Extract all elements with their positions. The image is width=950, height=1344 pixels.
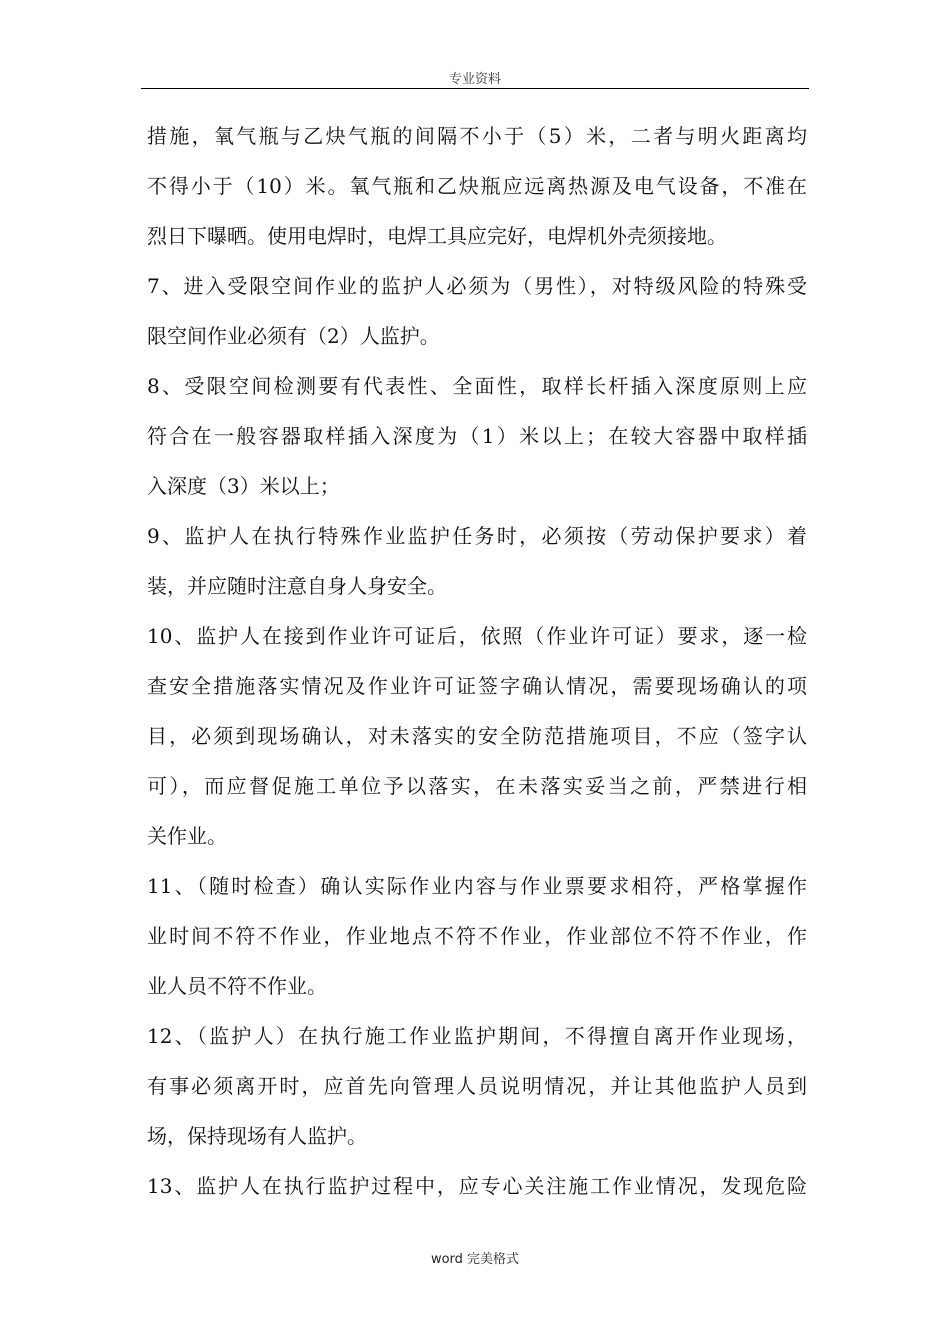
- paragraph-item-10: [147, 611, 807, 861]
- text-line: 场，保持现场有人监护。: [147, 1124, 367, 1148]
- text-line: 查安全措施落实情况及作业许可证签字确认情况，需要现场确认的项: [147, 674, 807, 698]
- paragraph-item-11: [147, 861, 807, 1011]
- text-line: 业时间不符不作业，作业地点不符不作业，作业部位不符不作业，作: [147, 924, 807, 948]
- text-line: 9、监护人在执行特殊作业监护任务时，必须按（劳动保护要求）着: [147, 524, 807, 548]
- text-line: 10、监护人在接到作业许可证后，依照（作业许可证）要求，逐一检: [147, 624, 807, 648]
- text-line: 关作业。: [147, 824, 227, 848]
- paragraph-item-12: [147, 1011, 807, 1161]
- text-line: 不得小于（10）米。氧气瓶和乙炔瓶应远离热源及电气设备，不准在: [147, 174, 807, 198]
- text-line: 8、受限空间检测要有代表性、全面性，取样长杆插入深度原则上应: [147, 374, 807, 398]
- text-line: 烈日下曝晒。使用电焊时，电焊工具应完好，电焊机外壳须接地。: [147, 224, 727, 248]
- page-footer: word 完美格式: [430, 1252, 520, 1267]
- text-line: 目，必须到现场确认，对未落实的安全防范措施项目，不应（签字认: [147, 724, 807, 748]
- text-line: 入深度（3）米以上；: [147, 474, 340, 498]
- text-line: 限空间作业必须有（2）人监护。: [147, 324, 440, 348]
- text-line: 措施，氧气瓶与乙炔气瓶的间隔不小于（5）米，二者与明火距离均: [147, 124, 807, 148]
- paragraph-item-13: [147, 1161, 807, 1211]
- header-divider: [141, 88, 809, 89]
- page-header: 专业资料: [448, 72, 501, 87]
- paragraph-item-9: [147, 511, 807, 611]
- text-line: 符合在一般容器取样插入深度为（1）米以上；在较大容器中取样插: [147, 424, 807, 448]
- text-line: 装，并应随时注意自身人身安全。: [147, 574, 447, 598]
- text-line: 12、（监护人）在执行施工作业监护期间，不得擅自离开作业现场，: [147, 1024, 807, 1048]
- paragraph-continuation: [147, 111, 807, 261]
- text-line: 业人员不符不作业。: [147, 974, 327, 998]
- text-line: 有事必须离开时，应首先向管理人员说明情况，并让其他监护人员到: [147, 1074, 807, 1098]
- document-body: [147, 111, 807, 1211]
- paragraph-item-7: [147, 261, 807, 361]
- text-line: 13、监护人在执行监护过程中，应专心关注施工作业情况，发现危险: [147, 1174, 807, 1198]
- paragraph-item-8: [147, 361, 807, 511]
- text-line: 11、（随时检查）确认实际作业内容与作业票要求相符，严格掌握作: [147, 874, 807, 898]
- text-line: 7、进入受限空间作业的监护人必须为（男性），对特级风险的特殊受: [147, 274, 807, 298]
- text-line: 可），而应督促施工单位予以落实，在未落实妥当之前，严禁进行相: [147, 774, 807, 798]
